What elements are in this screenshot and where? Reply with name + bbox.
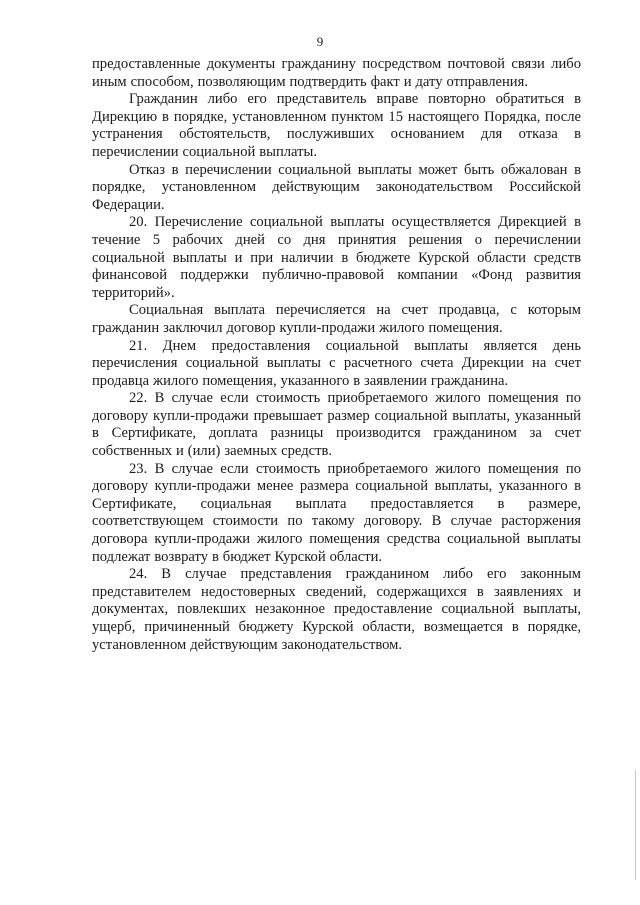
paragraph: Социальная выплата перечисляется на счет продавца, с которым гражданин заключил договор купли-продажи жилого помещения. <box>92 302 581 336</box>
paragraph: Отказ в перечислении социальной выплаты может быть обжалован в порядке, установленном действующим законодательством Российской Федерации. <box>92 161 581 213</box>
paragraph-clause-20: 20. Перечисление социальной выплаты осуществляется Дирекцией в течение 5 рабочих дней со дня принятия решения о перечислении социальной выплаты и при наличии в бюджете Курской области средств финансовой поддержки публично-правовой компании «Фонд развития территорий». <box>92 214 581 301</box>
document-body <box>92 56 581 654</box>
scan-edge-mark <box>635 770 636 880</box>
page-number: 9 <box>316 34 324 49</box>
paragraph: Гражданин либо его представитель вправе повторно обратиться в Дирекцию в порядке, установленном пунктом 15 настоящего Порядка, после устранения обстоятельств, послуживших основанием для отказа в перечислении социальной выплаты. <box>92 91 581 160</box>
paragraph-clause-22: 22. В случае если стоимость приобретаемого жилого помещения по договору купли-продажи превышает размер социальной выплаты, указанный в Сертификате, доплата разницы производится гражданином за счет собственных и (или) заемных средств. <box>92 390 581 460</box>
paragraph: предоставленные документы гражданину посредством почтовой связи либо иным способом, позволяющим подтвердить факт и дату отправления. <box>92 56 581 90</box>
paragraph-clause-21: 21. Днем предоставления социальной выплаты является день перечисления социальной выплаты с расчетного счета Дирекции на счет продавца жилого помещения, указанного в заявлении гражданина. <box>92 337 581 389</box>
paragraph-clause-23: 23. В случае если стоимость приобретаемого жилого помещения по договору купли-продажи менее размера социальной выплаты, указанного в Сертификате, социальная выплата предоставляется в размере, соответствующем стоимости по такому договору. В случае расторжения договора купли-продажи жилого помещения средства социальной выплаты подлежат возврату в бюджет Курской области. <box>92 460 581 565</box>
paragraph-clause-24: 24. В случае представления гражданином либо его законным представителем недостоверных сведений, содержащихся в заявлениях и документах, повлекших незаконное предоставление социальной выплаты, ущерб, причиненный бюджету Курской области, возмещается в порядке, установленном действующим законодательством. <box>92 566 581 653</box>
